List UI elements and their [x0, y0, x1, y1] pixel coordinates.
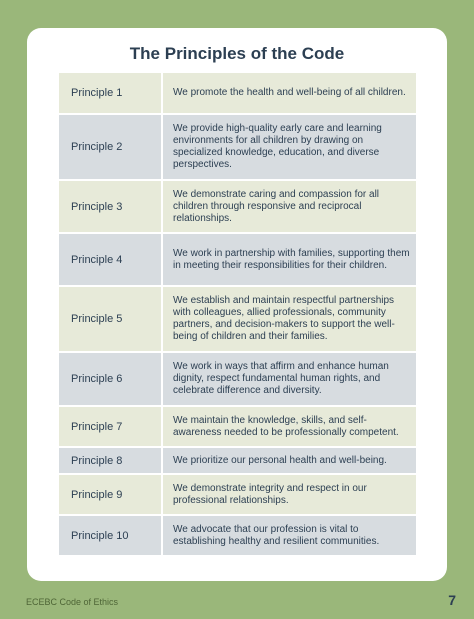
table-row [59, 287, 416, 351]
principle-text: We establish and maintain respectful partnerships with colleagues, allied professionals, community partners, and decision-makers to support the well-being of children and their families. [163, 287, 416, 351]
principle-name: Principle 6 [59, 353, 163, 405]
content-card [27, 28, 447, 581]
table-row [59, 73, 416, 113]
principle-name: Principle 1 [59, 73, 163, 113]
principle-text: We prioritize our personal health and well-being. [163, 448, 416, 473]
table-row [59, 407, 416, 446]
table-row [59, 448, 416, 473]
table-row [59, 181, 416, 232]
principle-text: We maintain the knowledge, skills, and self-awareness needed to be professionally competent. [163, 407, 416, 446]
table-row [59, 234, 416, 285]
table-row [59, 516, 416, 555]
table-row [59, 115, 416, 179]
principle-name: Principle 9 [59, 475, 163, 514]
principles-table [59, 71, 416, 557]
page-number: 7 [448, 592, 456, 608]
principle-text: We work in ways that affirm and enhance human dignity, respect fundamental human rights, and celebrate difference and diversity. [163, 353, 416, 405]
principle-name: Principle 8 [59, 448, 163, 473]
principle-text: We provide high-quality early care and learning environments for all children by drawing on specialized knowledge, education, and diverse perspectives. [163, 115, 416, 179]
principle-name: Principle 2 [59, 115, 163, 179]
table-row [59, 353, 416, 405]
principle-name: Principle 5 [59, 287, 163, 351]
principle-name: Principle 4 [59, 234, 163, 285]
principle-name: Principle 10 [59, 516, 163, 555]
principle-text: We demonstrate caring and compassion for all children through responsive and reciprocal relationships. [163, 181, 416, 232]
table-row [59, 475, 416, 514]
page-title: The Principles of the Code [129, 44, 345, 63]
principle-name: Principle 7 [59, 407, 163, 446]
footer-document-name: ECEBC Code of Ethics [26, 597, 119, 607]
principle-name: Principle 3 [59, 181, 163, 232]
principle-text: We advocate that our profession is vital to establishing healthy and resilient communities. [163, 516, 416, 555]
principle-text: We promote the health and well-being of all children. [163, 73, 416, 113]
principle-text: We demonstrate integrity and respect in our professional relationships. [163, 475, 416, 514]
principle-text: We work in partnership with families, supporting them in meeting their responsibilities for their children. [163, 234, 416, 285]
